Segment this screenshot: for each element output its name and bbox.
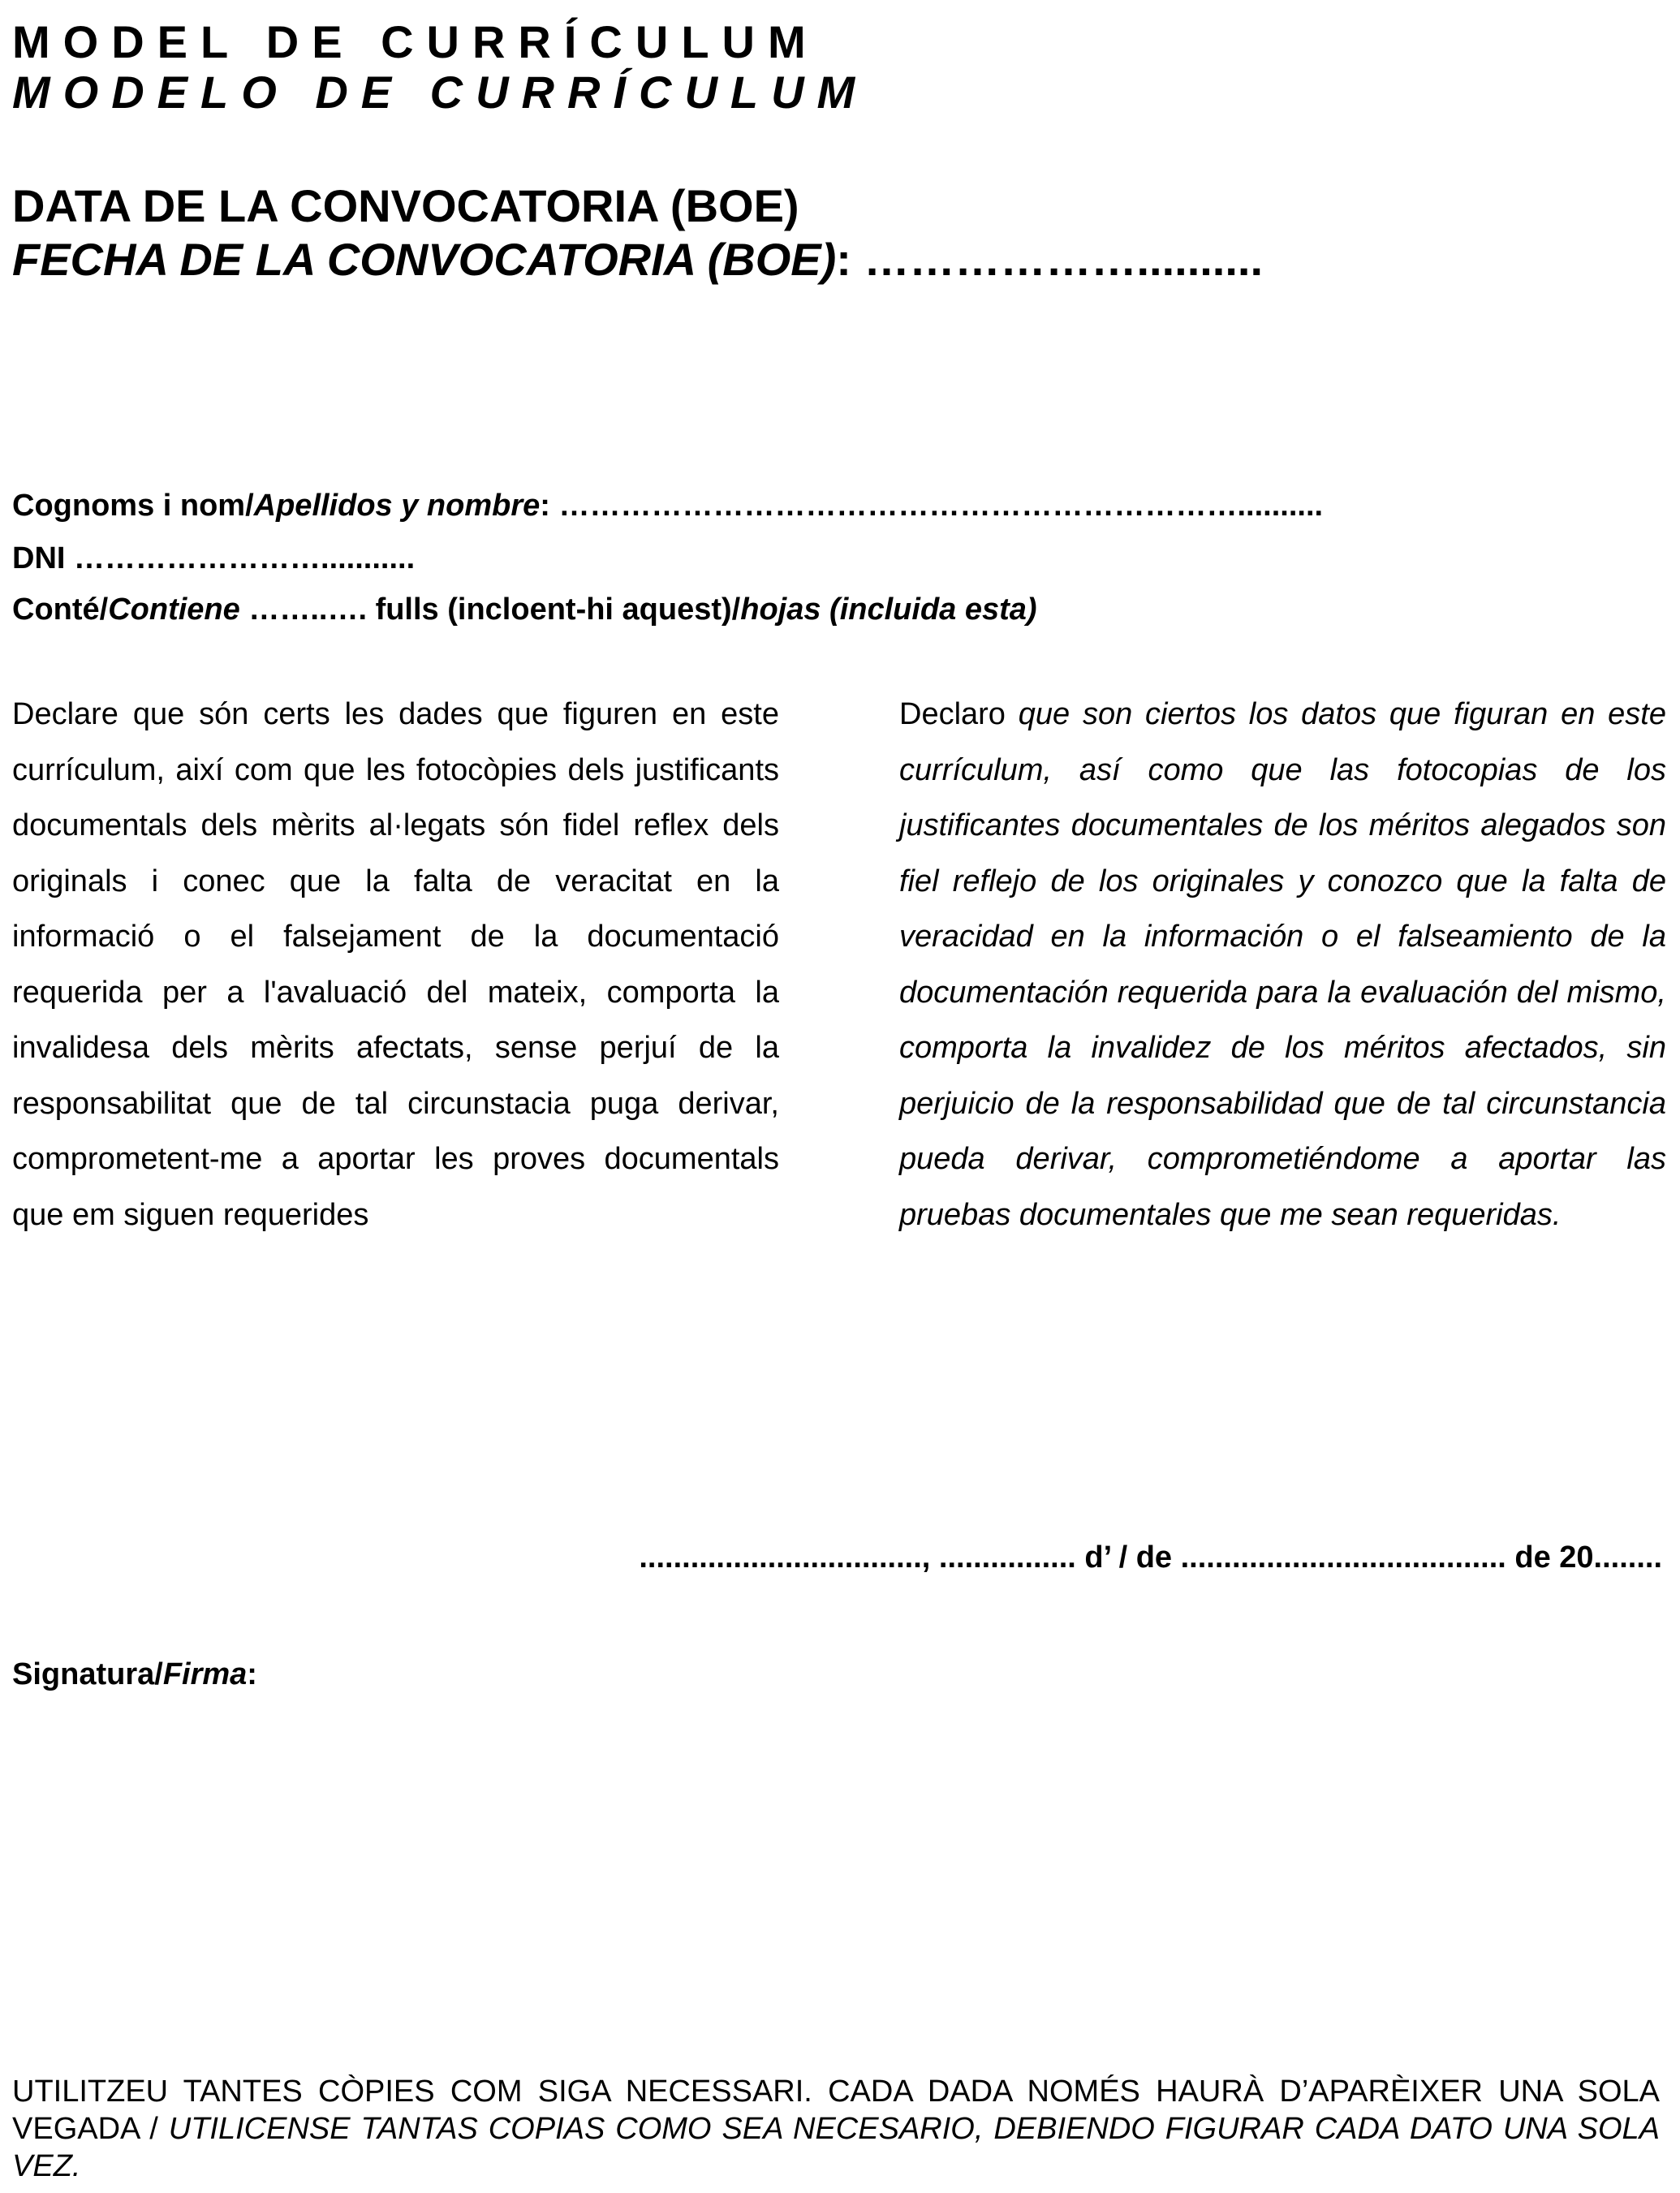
sheet-count-label-catalan: Conté/ [12, 592, 109, 627]
declaration-catalan: Declare que són certs les dades que figuren en este currículum, així com que les fotocòpies dels justificants documentals dels mèrits al·legats són fidel reflex dels originals i conec que la falta de veracitat en la informació o el falsejament de la documentació requerida per a l'avaluació del mateix, comporta la invalidesa dels mèrits afectats, sense perjuí de la responsabilitat que de tal circunstacia puga derivar, comprometent-me a aportar les proves documentals que em siguen requerides [12, 697, 779, 1232]
declaration-spanish [899, 687, 1666, 1243]
signature-colon: : [247, 1657, 257, 1691]
name-label-spanish: Apellidos y nombre [253, 489, 541, 523]
convocatoria-date-field [12, 234, 1263, 286]
sheet-count-suffix-spanish: hojas (incluida esta) [740, 592, 1037, 627]
sheet-count-field [12, 591, 1037, 628]
footer-note [12, 2073, 1660, 2185]
footer-note-catalan: UTILITZEU TANTES CÒPIES COM SIGA NECESSARI. CADA DADA NOMÉS HAURÀ D’APARÈIXER UNA SOLA VEGADA / [12, 2075, 1660, 2146]
signature-label-catalan: Signatura/ [12, 1657, 163, 1691]
document-title-catalan: MODEL DE CURRÍCULUM [12, 16, 819, 67]
name-label-catalan: Cognoms i nom/ [12, 489, 254, 523]
signature-field [12, 1656, 257, 1693]
dni-label: DNI [12, 541, 66, 575]
dni-blank: ……………………........... [65, 541, 416, 575]
convocatoria-date-label-catalan: DATA DE LA CONVOCATORIA (BOE) [12, 180, 799, 231]
declaration-spanish-first-word: Declaro [899, 697, 1006, 731]
convocatoria-date-blank: : ……………….......... [836, 234, 1264, 285]
name-field [12, 487, 1323, 524]
signature-label-spanish: Firma [162, 1657, 248, 1691]
declaration-spanish-body: que son ciertos los datos que figuran en este currículum, así como que las fotocopias de los justificantes documentales de los méritos alegados son fiel reflejo de los originales y conozco que la falta de veracidad en la información o el falseamiento de la documentación requerida para la evaluación del mismo, comporta la invalidez de los méritos afectados, sin perjuicio de la responsabilidad que de tal circunstancia pueda derivar, comprometiéndome a aportar las pruebas documentales que me sean requeridas. [899, 697, 1666, 1232]
convocatoria-date-label-spanish: FECHA DE LA CONVOCATORIA (BOE) [12, 234, 837, 285]
name-blank: : ………………………………………………………….......... [540, 489, 1324, 523]
place-date-line: ................................., ................ d’ / de ...................................... de 20........ [639, 1540, 1662, 1575]
dni-field [12, 540, 415, 577]
footer-note-spanish: UTILICENSE TANTAS COPIAS COMO SEA NECESARIO, DEBIENDO FIGURAR CADA DATO UNA SOLA VEZ. [12, 2112, 1660, 2183]
sheet-count-blank: ……..…. fulls (incloent-hi aquest)/ [239, 592, 741, 627]
sheet-count-label-spanish: Contiene [108, 592, 240, 627]
document-title-spanish: MODELO DE CURRÍCULUM [12, 67, 868, 118]
